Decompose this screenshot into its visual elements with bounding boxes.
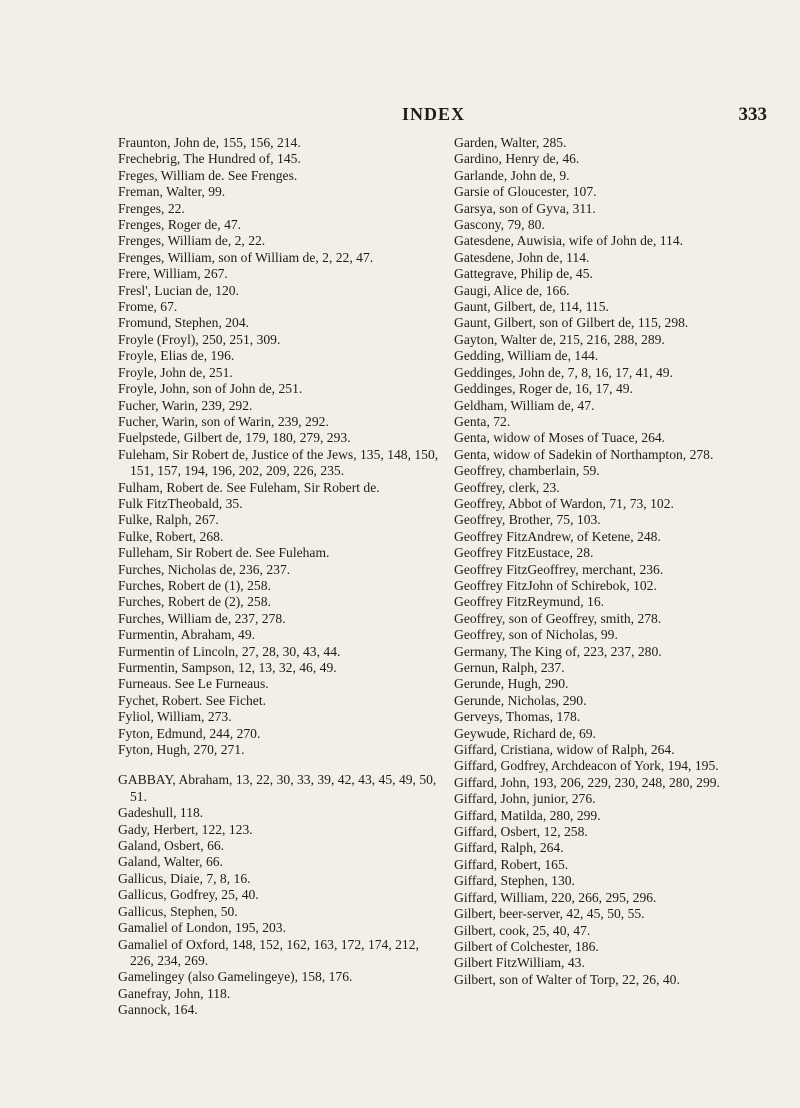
index-entry: Genta, widow of Moses of Tuace, 264. [454,430,666,446]
index-entry: Gerunde, Nicholas, 290. [454,692,587,708]
index-entry: Gedding, William de, 144. [454,348,599,364]
index-entry: Geoffrey FitzGeoffrey, merchant, 236. [454,561,664,577]
index-entry: Geoffrey, son of Nicholas, 99. [454,627,618,643]
index-entry: Furneaus. See Le Furneaus. [118,676,269,692]
index-entry: Geddinges, John de, 7, 8, 16, 17, 41, 49. [454,364,673,380]
index-entry: Fulleham, Sir Robert de. See Fuleham. [118,545,330,561]
page-title: INDEX [401,104,465,124]
index-entry: Giffard, John, junior, 276. [454,791,596,807]
index-entry: Froyle, John, son of John de, 251. [118,381,303,397]
index-entry: Fyton, Edmund, 244, 270. [118,725,261,741]
index-entry: Fromund, Stephen, 204. [118,315,250,331]
page-number: 333 [738,104,767,125]
index-entry: Giffard, Cristiana, widow of Ralph, 264. [454,742,675,758]
index-entry: Geoffrey, clerk, 23. [454,479,560,495]
index-entry: Furches, Robert de (2), 258. [118,594,271,610]
index-entry: Fulke, Robert, 268. [118,528,224,544]
index-entry: Geldham, William de, 47. [454,397,595,413]
index-entry: Geoffrey, Brother, 75, 103. [454,512,601,528]
index-entry: Gardino, Henry de, 46. [454,151,580,167]
index-entry: Freges, William de. See Frenges. [118,167,298,183]
index-entry: Gascony, 79, 80. [454,217,545,233]
index-entry: Gaunt, Gilbert, son of Gilbert de, 115, 298. [454,315,689,331]
index-entry: Gilbert, beer-server, 42, 45, 50, 55. [454,906,645,922]
index-entry: Frenges, William de, 2, 22. [118,233,266,249]
index-entry: Gattegrave, Philip de, 45. [454,266,593,282]
index-entry: Gannock, 164. [118,1002,198,1018]
index-entry: Frenges, 22. [118,200,185,216]
index-entry: Fulke, Ralph, 267. [118,512,219,528]
index-entry: Gamaliel of Oxford, 148, 152, 162, 163, 172, 174, 212, 226, 234, 269. [118,936,419,968]
index-entry: Furches, William de, 237, 278. [118,610,286,626]
index-entry: Fulk FitzTheobald, 35. [118,495,243,511]
index-column-right [454,135,779,988]
index-entry: Geoffrey FitzReymund, 16. [454,594,605,610]
index-entry: Gernun, Ralph, 237. [454,660,565,675]
index-entry: Ganefray, John, 118. [118,985,231,1001]
index-entry: Furches, Robert de (1), 258. [118,577,271,593]
index-entry: Gady, Herbert, 122, 123. [118,821,253,837]
index-entry: Gilbert of Colchester, 186. [454,938,599,954]
index-entry: Furmentin, Abraham, 49. [118,627,256,643]
index-entry: Gallicus, Godfrey, 25, 40. [118,887,259,903]
index-entry: Fyton, Hugh, 270, 271. [118,742,245,758]
index-entry: Garsya, son of Gyva, 311. [454,200,596,216]
index-entry: Giffard, William, 220, 266, 295, 296. [454,889,657,905]
index-entry: Genta, 72. [454,413,511,429]
index-entry: Fraunton, John de, 155, 156, 214. [118,135,301,150]
index-entry: Gallicus, Diaie, 7, 8, 16. [118,870,251,886]
index-entry: Frechebrig, The Hundred of, 145. [118,151,301,167]
index-entry: Gaunt, Gilbert, de, 114, 115. [454,299,609,315]
index-entry: Geoffrey FitzEustace, 28. [454,545,594,561]
index-entry: Frere, William, 267. [118,266,228,282]
index-entry: Geoffrey FitzJohn of Schirebok, 102. [454,577,657,593]
section-gap [118,758,443,772]
index-entry: Froyle, John de, 251. [118,364,233,380]
index-entry: Gilbert FitzWilliam, 43. [454,955,585,971]
index-entry: Frenges, Roger de, 47. [118,217,242,233]
index-entry: Gaugi, Alice de, 166. [454,282,570,298]
index-entry: Gilbert, son of Walter of Torp, 22, 26, 40. [454,971,680,987]
index-entry: Froyle (Froyl), 250, 251, 309. [118,331,281,347]
index-column-left [118,135,443,1019]
index-entry: Giffard, Ralph, 264. [454,840,564,856]
index-entry: Fucher, Warin, 239, 292. [118,397,253,413]
index-entry: Furches, Nicholas de, 236, 237. [118,561,291,577]
index-entry: Gamelingey (also Gamelingeye), 158, 176. [118,969,353,985]
index-entry: Gatesdene, Auwisia, wife of John de, 114. [454,233,684,249]
index-entry: Fuleham, Sir Robert de, Justice of the Jews, 135, 148, 150, 151, 157, 194, 196, 202, 209, 226, 235. [118,446,439,479]
index-entry: Gayton, Walter de, 215, 216, 288, 289. [454,331,665,347]
index-entry: Gerunde, Hugh, 290. [454,676,569,692]
index-entry: Galand, Walter, 66. [118,854,223,870]
index-entry: Fucher, Warin, son of Warin, 239, 292. [118,413,329,429]
index-entry: Giffard, Osbert, 12, 258. [454,824,588,840]
index-entry: Garlande, John de, 9. [454,167,570,183]
index-entry: Geywude, Richard de, 69. [454,725,596,741]
index-entry: Froyle, Elias de, 196. [118,348,235,364]
index-entry: Germany, The King of, 223, 237, 280. [454,643,662,659]
index-entry: Gerveys, Thomas, 178. [454,709,581,725]
index-entry: Fulham, Robert de. See Fuleham, Sir Robert de. [118,479,380,495]
index-entry: Garden, Walter, 285. [454,135,567,150]
index-entry: Furmentin, Sampson, 12, 13, 32, 46, 49. [118,660,337,675]
index-entry: Frenges, William, son of William de, 2, 22, 47. [118,249,374,265]
index-entry: Geoffrey FitzAndrew, of Ketene, 248. [454,528,661,544]
index-entry: Geoffrey, chamberlain, 59. [454,463,600,479]
index-entry: Gadeshull, 118. [118,805,204,821]
index-entry: Giffard, Matilda, 280, 299. [454,807,601,823]
index-entry: Giffard, John, 193, 206, 229, 230, 248, 280, 299. [454,774,720,790]
index-entry: Gilbert, cook, 25, 40, 47. [454,922,591,938]
index-entry: Frome, 67. [118,299,178,315]
index-entry: Giffard, Godfrey, Archdeacon of York, 194, 195. [454,758,719,774]
index-entry: Freman, Walter, 99. [118,184,226,200]
index-entry: Geoffrey, son of Geoffrey, smith, 278. [454,610,662,626]
index-entry: Galand, Osbert, 66. [118,838,225,854]
index-entry: Giffard, Robert, 165. [454,856,569,872]
index-entry: Fuelpstede, Gilbert de, 179, 180, 279, 293. [118,430,351,446]
index-entry: Fyliol, William, 273. [118,709,232,725]
index-entry: Genta, widow of Sadekin of Northampton, 278. [454,446,714,462]
page-header [100,104,767,126]
index-entry: Giffard, Stephen, 130. [454,873,575,889]
index-entry: Gamaliel of London, 195, 203. [118,920,287,936]
index-entry: Furmentin of Lincoln, 27, 28, 30, 43, 44. [118,643,341,659]
index-entry: Fresl', Lucian de, 120. [118,282,239,298]
index-entry: GABBAY, Abraham, 13, 22, 30, 33, 39, 42, 43, 45, 49, 50, 51. [118,772,437,804]
index-entry: Garsie of Gloucester, 107. [454,184,597,200]
index-entry: Geddinges, Roger de, 16, 17, 49. [454,381,633,397]
index-entry: Gallicus, Stephen, 50. [118,903,238,919]
index-entry: Geoffrey, Abbot of Wardon, 71, 73, 102. [454,495,674,511]
index-entry: Gatesdene, John de, 114. [454,249,590,265]
index-entry: Fychet, Robert. See Fichet. [118,692,266,708]
